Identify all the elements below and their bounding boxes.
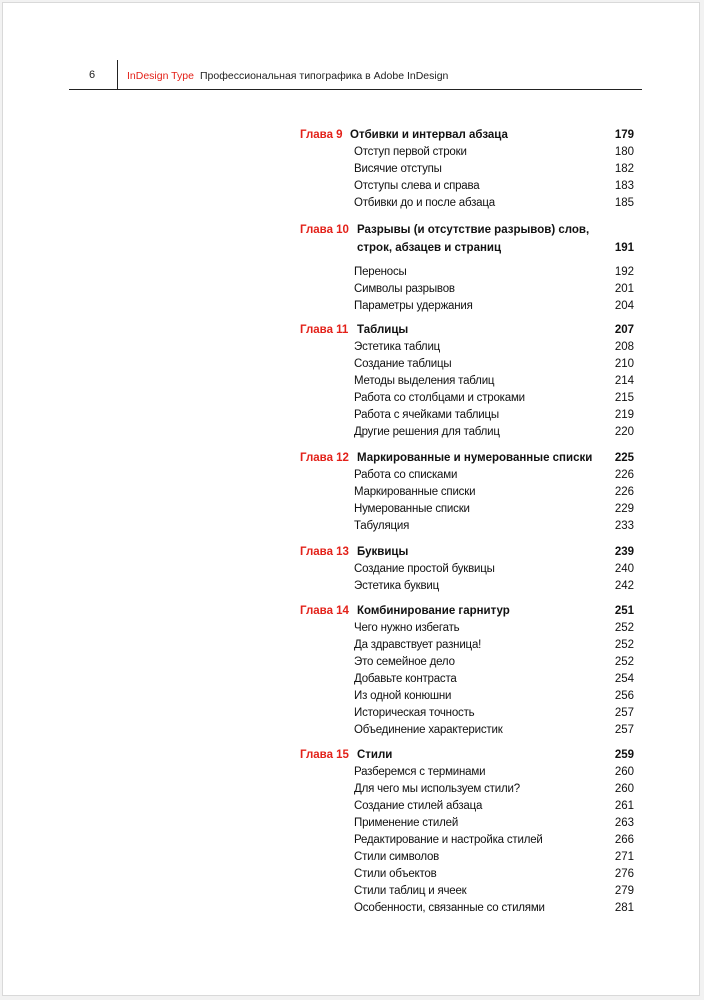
running-header bbox=[3, 3, 699, 93]
chapter-page-number: 239 bbox=[614, 546, 634, 558]
section-page-number: 182 bbox=[614, 163, 634, 175]
chapter-label: Глава 14 bbox=[300, 605, 349, 617]
section-page-number: 192 bbox=[614, 266, 634, 278]
section-title: Из одной конюшни bbox=[354, 690, 452, 702]
section-title: Создание стилей абзаца bbox=[354, 800, 483, 812]
section-page-number: 257 bbox=[614, 707, 634, 719]
section-title: Создание таблицы bbox=[354, 358, 452, 370]
section-page-number: 185 bbox=[614, 197, 634, 209]
chapter-page-number: 191 bbox=[614, 242, 634, 254]
section-page-number: 263 bbox=[614, 817, 634, 829]
section-page-number: 201 bbox=[614, 283, 634, 295]
section-title: Да здравствует разница! bbox=[354, 639, 482, 651]
chapter-title: Отбивки и интервал абзаца bbox=[350, 129, 508, 141]
section-page-number: 226 bbox=[614, 469, 634, 481]
section-page-number: 204 bbox=[614, 300, 634, 312]
section-page-number: 183 bbox=[614, 180, 634, 192]
chapter-title-line2: строк, абзацев и страниц bbox=[357, 242, 502, 254]
chapter-label: Глава 12 bbox=[300, 452, 349, 464]
section-page-number: 210 bbox=[614, 358, 634, 370]
section-title: Эстетика буквиц bbox=[354, 580, 439, 592]
section-title: Отбивки до и после абзаца bbox=[354, 197, 495, 209]
header-rule bbox=[69, 89, 642, 90]
section-page-number: 215 bbox=[614, 392, 634, 404]
section-title: Отступ первой строки bbox=[354, 146, 467, 158]
section-title: Редактирование и настройка стилей bbox=[354, 834, 543, 846]
chapter-title: Комбинирование гарнитур bbox=[357, 605, 510, 617]
section-page-number: 180 bbox=[614, 146, 634, 158]
section-title: Висячие отступы bbox=[354, 163, 442, 175]
chapter-label: Глава 9 bbox=[300, 129, 343, 141]
header-subtitle: Профессиональная типографика в Adobe InDesign bbox=[200, 70, 449, 82]
section-page-number: 252 bbox=[614, 656, 634, 668]
section-title: Чего нужно избегать bbox=[354, 622, 460, 634]
chapter-page-number: 259 bbox=[614, 749, 634, 761]
section-title: Переносы bbox=[354, 266, 407, 278]
section-title: Особенности, связанные со стилями bbox=[354, 902, 545, 914]
section-page-number: 260 bbox=[614, 766, 634, 778]
section-title: Работа с ячейками таблицы bbox=[354, 409, 499, 421]
section-page-number: 233 bbox=[614, 520, 634, 532]
page-number: 6 bbox=[89, 69, 96, 81]
chapter-title: Таблицы bbox=[357, 324, 409, 336]
section-title: Стили таблиц и ячеек bbox=[354, 885, 467, 897]
section-title: Работа со столбцами и строками bbox=[354, 392, 525, 404]
header-divider bbox=[117, 60, 118, 90]
section-title: Для чего мы используем стили? bbox=[354, 783, 520, 795]
section-page-number: 254 bbox=[614, 673, 634, 685]
section-title: Эстетика таблиц bbox=[354, 341, 441, 353]
header-brand: InDesign Type bbox=[127, 70, 194, 82]
section-page-number: 257 bbox=[614, 724, 634, 736]
section-title: Отступы слева и справа bbox=[354, 180, 480, 192]
chapter-title: Стили bbox=[357, 749, 393, 761]
section-page-number: 220 bbox=[614, 426, 634, 438]
section-title: Добавьте контраста bbox=[354, 673, 457, 685]
section-page-number: 242 bbox=[614, 580, 634, 592]
section-title: Методы выделения таблиц bbox=[354, 375, 495, 387]
section-title: Применение стилей bbox=[354, 817, 459, 829]
section-page-number: 271 bbox=[614, 851, 634, 863]
section-title: Работа со списками bbox=[354, 469, 458, 481]
section-title: Объединение характеристик bbox=[354, 724, 503, 736]
chapter-title: Маркированные и нумерованные списки bbox=[357, 452, 593, 464]
section-title: Историческая точность bbox=[354, 707, 475, 719]
section-title: Разберемся с терминами bbox=[354, 766, 486, 778]
chapter-label: Глава 11 bbox=[300, 324, 349, 336]
chapter-label: Глава 15 bbox=[300, 749, 349, 761]
section-page-number: 240 bbox=[614, 563, 634, 575]
section-title: Символы разрывов bbox=[354, 283, 455, 295]
section-page-number: 252 bbox=[614, 622, 634, 634]
section-title: Табуляция bbox=[354, 520, 410, 532]
section-page-number: 219 bbox=[614, 409, 634, 421]
section-page-number: 281 bbox=[614, 902, 634, 914]
document-page bbox=[2, 2, 700, 996]
section-page-number: 252 bbox=[614, 639, 634, 651]
section-page-number: 266 bbox=[614, 834, 634, 846]
section-page-number: 261 bbox=[614, 800, 634, 812]
section-title: Стили объектов bbox=[354, 868, 437, 880]
section-page-number: 208 bbox=[614, 341, 634, 353]
chapter-label: Глава 10 bbox=[300, 224, 349, 236]
section-title: Создание простой буквицы bbox=[354, 563, 495, 575]
section-title: Маркированные списки bbox=[354, 486, 476, 498]
chapter-page-number: 179 bbox=[614, 129, 634, 141]
section-title: Параметры удержания bbox=[354, 300, 473, 312]
chapter-page-number: 251 bbox=[614, 605, 634, 617]
chapter-title: Разрывы (и отсутствие разрывов) слов, bbox=[357, 224, 590, 236]
section-title: Другие решения для таблиц bbox=[354, 426, 500, 438]
chapter-title: Буквицы bbox=[357, 546, 409, 558]
section-title: Это семейное дело bbox=[354, 656, 455, 668]
section-page-number: 214 bbox=[614, 375, 634, 387]
section-page-number: 276 bbox=[614, 868, 634, 880]
chapter-page-number: 225 bbox=[614, 452, 634, 464]
section-page-number: 279 bbox=[614, 885, 634, 897]
section-page-number: 226 bbox=[614, 486, 634, 498]
section-title: Стили символов bbox=[354, 851, 440, 863]
section-page-number: 256 bbox=[614, 690, 634, 702]
chapter-label: Глава 13 bbox=[300, 546, 349, 558]
chapter-page-number: 207 bbox=[614, 324, 634, 336]
section-page-number: 229 bbox=[614, 503, 634, 515]
section-title: Нумерованные списки bbox=[354, 503, 470, 515]
section-page-number: 260 bbox=[614, 783, 634, 795]
